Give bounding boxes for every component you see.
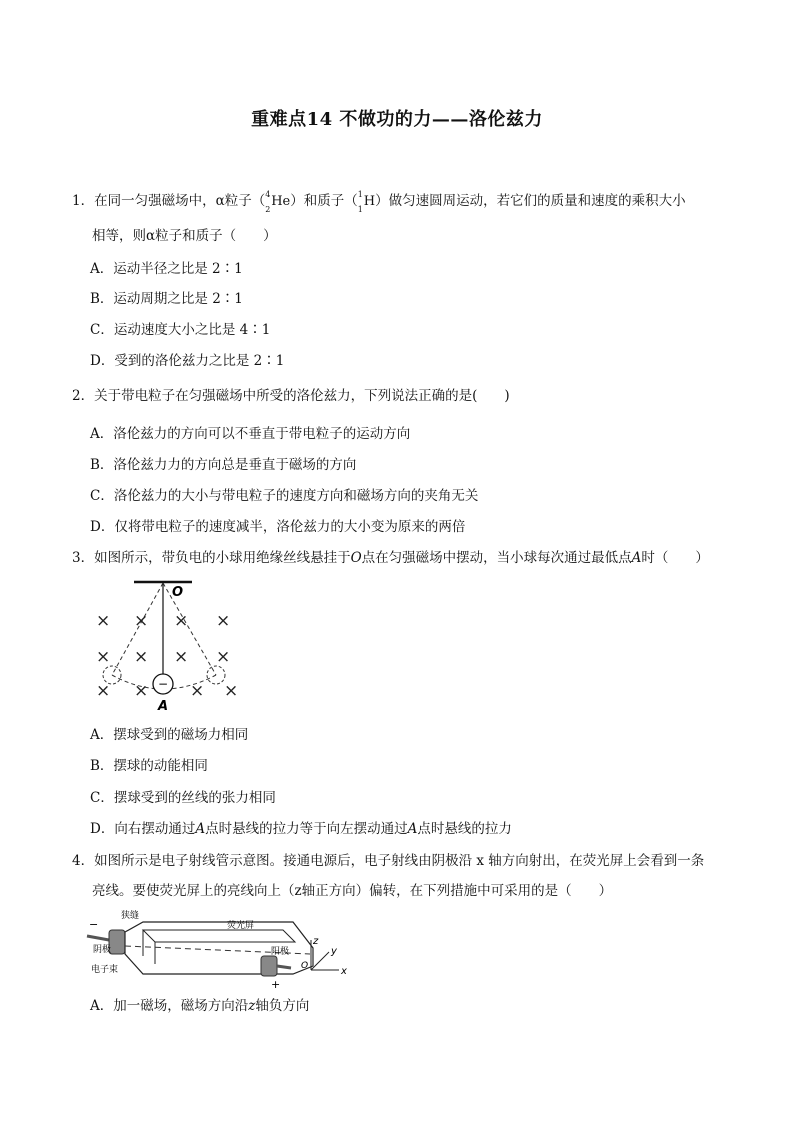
helium-isotope <box>265 189 291 214</box>
field-cross: × <box>96 647 111 667</box>
q1-option-b[interactable]: B．运动周期之比是 2∶1 <box>90 291 243 307</box>
anode-cap <box>261 956 277 976</box>
q3d-text-a: D．向右摆动通过 <box>90 821 196 837</box>
field-cross: × <box>134 647 149 667</box>
hydrogen-isotope <box>357 189 376 214</box>
q3-option-a[interactable]: A．摆球受到的磁场力相同 <box>90 727 249 743</box>
field-cross: × <box>216 611 231 631</box>
field-cross: × <box>190 681 205 701</box>
page-title: 重难点14 不做功的力——洛伦兹力 <box>251 109 543 130</box>
anode-lead <box>277 966 291 968</box>
q3-option-d[interactable] <box>90 820 512 838</box>
origin-label: O <box>301 961 309 971</box>
q1-option-a[interactable]: A．运动半径之比是 2∶1 <box>90 261 243 277</box>
question-4-stem-cont: 亮线。要使荧光屏上的亮线向上（z轴正方向）偏转，在下列措施中可采用的是（ ） <box>92 883 613 899</box>
q2-option-a[interactable]: A．洛伦兹力的方向可以不垂直于带电粒子的运动方向 <box>90 426 411 442</box>
y-axis <box>311 952 329 970</box>
point-a-label: A <box>631 550 642 566</box>
field-cross: × <box>96 611 111 631</box>
q4a-text-c: 轴负方向 <box>255 998 310 1014</box>
q4a-text-a: A．加一磁场，磁场方向沿 <box>90 998 249 1014</box>
question-3-stem <box>72 549 709 567</box>
q3-text-a: 3．如图所示，带负电的小球用绝缘丝线悬挂于 <box>72 550 351 566</box>
field-cross: × <box>134 681 149 701</box>
anode-label: 阳极 <box>271 947 290 957</box>
field-cross: × <box>174 647 189 667</box>
q3d-text-e: 点时悬线的拉力 <box>417 821 512 837</box>
iso-symbol: He <box>271 193 291 209</box>
question-1-stem <box>72 189 686 214</box>
screen-plate <box>143 930 295 942</box>
q2-option-b[interactable]: B．洛伦兹力力的方向总是垂直于磁场的方向 <box>90 457 357 473</box>
q4a-axis: z <box>248 998 256 1014</box>
q4-option-a[interactable] <box>90 997 309 1015</box>
q3-text-c: 时（ ） <box>641 550 709 566</box>
q1-option-d[interactable]: D．受到的洛伦兹力之比是 2∶1 <box>90 353 285 369</box>
string-right <box>163 583 216 675</box>
q3d-text-c: 点时悬线的拉力等于向左摆动通过 <box>205 821 408 837</box>
x-label: x <box>341 966 347 977</box>
beam-label: 电子束 <box>91 965 119 975</box>
iso-number: 1 <box>357 204 363 214</box>
q3d-point-a-2: A <box>407 821 418 837</box>
plus-sign: + <box>271 978 281 990</box>
screen-label: 荧光屏 <box>227 921 255 931</box>
z-label: z <box>313 936 319 947</box>
q3-text-b: 点在匀强磁场中摆动，当小球每次通过最低点 <box>361 550 632 566</box>
label-o: O <box>172 585 184 600</box>
q2-option-c[interactable]: C．洛伦兹力的大小与带电粒子的速度方向和磁场方向的夹角无关 <box>90 488 479 504</box>
question-2-stem: 2．关于带电粒子在匀强磁场中所受的洛伦兹力，下列说法正确的是( ) <box>72 388 510 404</box>
field-cross: × <box>174 611 189 631</box>
question-1-stem-cont: 相等，则α粒子和质子（ ） <box>92 228 277 244</box>
q1-option-c[interactable]: C．运动速度大小之比是 4∶1 <box>90 322 271 338</box>
field-cross: × <box>216 647 231 667</box>
iso-mass: 1 <box>357 189 363 199</box>
label-a: A <box>158 699 169 713</box>
q1-text-a: 1．在同一匀强磁场中，α粒子（ <box>72 193 266 209</box>
field-cross: × <box>134 611 149 631</box>
iso-number: 2 <box>265 204 271 214</box>
iso-mass: 4 <box>265 189 271 199</box>
iso-symbol: H <box>363 193 376 209</box>
negative-charge: − <box>158 677 169 691</box>
point-o-label: O <box>350 550 362 566</box>
q3-option-b[interactable]: B．摆球的动能相同 <box>90 758 208 774</box>
field-cross: × <box>96 681 111 701</box>
q1-text-c: ）做匀速圆周运动，若它们的质量和速度的乘积大小 <box>375 193 686 209</box>
q1-text-b: ）和质子（ <box>290 193 358 209</box>
q3-option-c[interactable]: C．摆球受到的丝线的张力相同 <box>90 790 276 806</box>
question-4-stem: 4．如图所示是电子射线管示意图。接通电源后，电子射线由阴极沿 x 轴方向射出，在荧光屏上会看到一条 <box>72 853 705 869</box>
y-label: y <box>331 946 337 957</box>
cathode-lead <box>87 936 109 940</box>
cathode-cap <box>109 930 125 954</box>
cathode-ray-tube-figure <box>85 908 355 990</box>
q2-option-d[interactable]: D．仅将带电粒子的速度减半，洛伦兹力的大小变为原来的两倍 <box>90 519 466 535</box>
pendulum-figure <box>88 578 248 713</box>
cathode-label: 阴极 <box>93 945 112 955</box>
q3d-point-a: A <box>195 821 206 837</box>
minus-sign: − <box>89 918 99 931</box>
slit-label: 狭缝 <box>121 911 140 921</box>
field-cross: × <box>224 681 239 701</box>
